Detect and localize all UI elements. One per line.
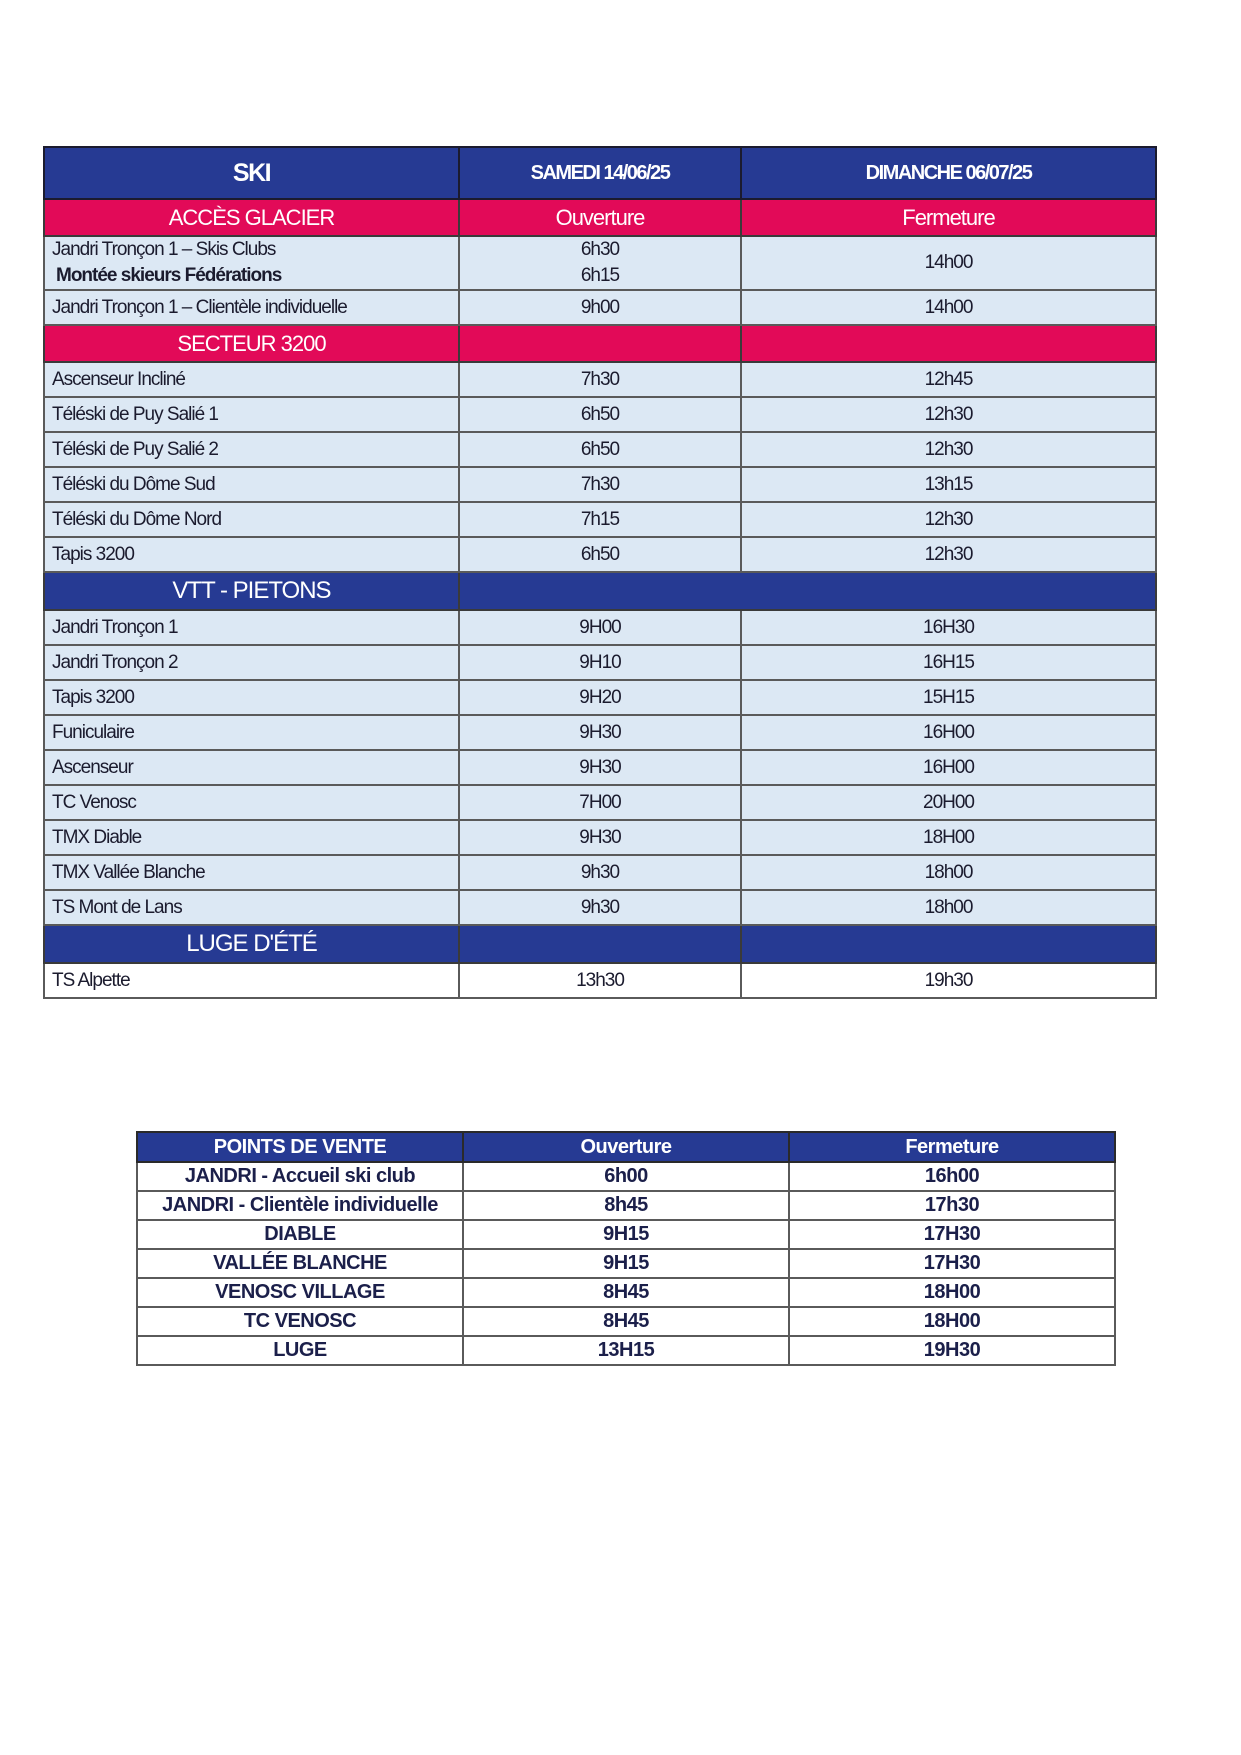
- table-row: [44, 715, 1156, 750]
- day2-heading: DIMANCHE 06/07/25: [741, 147, 1156, 199]
- points-de-vente-table: [136, 1131, 1116, 1366]
- closing-time: 17h30: [789, 1191, 1115, 1220]
- table-row: [137, 1336, 1115, 1365]
- table-row: [44, 750, 1156, 785]
- lift-name: TMX Vallée Blanche: [44, 855, 459, 890]
- table-row: [44, 290, 1156, 325]
- closing-time: 12h30: [741, 432, 1156, 467]
- acces-glacier-heading: ACCÈS GLACIER: [44, 199, 459, 236]
- lift-name: Jandri Tronçon 1 – Clientèle individuelle: [44, 290, 459, 325]
- closing-time: 14h00: [741, 290, 1156, 325]
- table-row: [44, 645, 1156, 680]
- secteur-3200-rows: [44, 362, 1156, 572]
- luge-heading: LUGE D'ÉTÉ: [44, 925, 459, 963]
- table-row: [44, 785, 1156, 820]
- closing-time: 18H00: [789, 1307, 1115, 1336]
- secteur-3200-heading: SECTEUR 3200: [44, 325, 459, 362]
- opening-time: 7H00: [459, 785, 741, 820]
- closing-time: 12h30: [741, 502, 1156, 537]
- lift-name: Ascenseur: [44, 750, 459, 785]
- lift-name: Téléski du Dôme Nord: [44, 502, 459, 537]
- lift-name: Téléski de Puy Salié 2: [44, 432, 459, 467]
- closing-time: 16h00: [789, 1162, 1115, 1191]
- table-row: [44, 855, 1156, 890]
- closing-time: 15H15: [741, 680, 1156, 715]
- lift-name: TS Mont de Lans: [44, 890, 459, 925]
- table-row: [44, 680, 1156, 715]
- lift-name: Jandri Tronçon 1: [44, 610, 459, 645]
- luge-rows: [44, 963, 1156, 998]
- table-row: [44, 467, 1156, 502]
- closing-time: 20H00: [741, 785, 1156, 820]
- closing-time: 16H15: [741, 645, 1156, 680]
- opening-time: 9h30: [459, 890, 741, 925]
- point-de-vente-name: JANDRI - Accueil ski club: [137, 1162, 463, 1191]
- closing-time: 18H00: [789, 1278, 1115, 1307]
- table-row: [44, 537, 1156, 572]
- points-de-vente-heading: POINTS DE VENTE: [137, 1132, 463, 1162]
- table-row: [44, 502, 1156, 537]
- closing-time: 12h30: [741, 397, 1156, 432]
- ouverture-heading: Ouverture: [463, 1132, 789, 1162]
- lift-name: Funiculaire: [44, 715, 459, 750]
- day1-heading: SAMEDI 14/06/25: [459, 147, 741, 199]
- ouverture-heading: Ouverture: [459, 199, 741, 236]
- point-de-vente-name: VENOSC VILLAGE: [137, 1278, 463, 1307]
- opening-time: 13H15: [463, 1336, 789, 1365]
- closing-time: 17H30: [789, 1220, 1115, 1249]
- table-row: [44, 432, 1156, 467]
- fermeture-heading: Fermeture: [789, 1132, 1115, 1162]
- vtt-pietons-heading: VTT - PIETONS: [44, 572, 459, 610]
- table-row: [137, 1191, 1115, 1220]
- point-de-vente-name: VALLÉE BLANCHE: [137, 1249, 463, 1278]
- table-row: [137, 1307, 1115, 1336]
- vtt-pietons-section-row: [44, 572, 1156, 610]
- table-row: [44, 397, 1156, 432]
- vtt-pietons-rows: [44, 610, 1156, 925]
- closing-time: 18H00: [741, 820, 1156, 855]
- opening-time: 6h50: [459, 537, 741, 572]
- table-row: [137, 1278, 1115, 1307]
- opening-time: 9h00: [459, 290, 741, 325]
- lift-subname: Montée skieurs Fédérations: [56, 265, 282, 286]
- secteur-3200-section-row: [44, 325, 1156, 362]
- closing-time: 16H30: [741, 610, 1156, 645]
- opening-time: 13h30: [459, 963, 741, 998]
- opening-time: 6h50: [459, 397, 741, 432]
- opening-time: 6h00: [463, 1162, 789, 1191]
- closing-time: 18h00: [741, 855, 1156, 890]
- closing-time: 16H00: [741, 715, 1156, 750]
- table-row: [44, 820, 1156, 855]
- fermeture-heading: Fermeture: [741, 199, 1156, 236]
- opening-time: 9H30: [459, 715, 741, 750]
- point-de-vente-name: DIABLE: [137, 1220, 463, 1249]
- acces-glacier-section-row: [44, 199, 1156, 236]
- table-row: [44, 610, 1156, 645]
- opening-time: 9H15: [463, 1220, 789, 1249]
- lift-name: Téléski de Puy Salié 1: [44, 397, 459, 432]
- closing-time: 19H30: [789, 1336, 1115, 1365]
- opening-time: 9H30: [459, 750, 741, 785]
- opening-time: 8h45: [463, 1191, 789, 1220]
- opening-time: 6h30 6h15: [459, 236, 741, 290]
- closing-time: 17H30: [789, 1249, 1115, 1278]
- table-row: [44, 963, 1156, 998]
- opening-time: 9H20: [459, 680, 741, 715]
- opening-time: 7h30: [459, 467, 741, 502]
- point-de-vente-name: LUGE: [137, 1336, 463, 1365]
- table-row: [44, 890, 1156, 925]
- opening-time: 9H10: [459, 645, 741, 680]
- lift-schedule-table: [43, 146, 1157, 999]
- opening-time: 7h15: [459, 502, 741, 537]
- closing-time: 12h45: [741, 362, 1156, 397]
- lift-name: TMX Diable: [44, 820, 459, 855]
- points-de-vente-rows: [137, 1162, 1115, 1365]
- closing-time: 12h30: [741, 537, 1156, 572]
- point-de-vente-name: TC VENOSC: [137, 1307, 463, 1336]
- ski-heading: SKI: [44, 147, 459, 199]
- lift-name: Tapis 3200: [44, 680, 459, 715]
- opening-time: 8H45: [463, 1307, 789, 1336]
- opening-time: 7h30: [459, 362, 741, 397]
- lift-name: Jandri Tronçon 1 – Skis Clubs Montée skieurs Fédérations: [44, 236, 459, 290]
- lift-name: TS Alpette: [44, 963, 459, 998]
- closing-time: 18h00: [741, 890, 1156, 925]
- opening-time: 9H30: [459, 820, 741, 855]
- lift-name: Tapis 3200: [44, 537, 459, 572]
- lift-name: Ascenseur Incliné: [44, 362, 459, 397]
- opening-time: 9h30: [459, 855, 741, 890]
- table-row: [44, 362, 1156, 397]
- opening-time: 9H00: [459, 610, 741, 645]
- lift-name: Jandri Tronçon 2: [44, 645, 459, 680]
- opening-time: 9H15: [463, 1249, 789, 1278]
- table-row: [137, 1249, 1115, 1278]
- opening-time: 8H45: [463, 1278, 789, 1307]
- points-de-vente-header-row: [137, 1132, 1115, 1162]
- table-row: [137, 1162, 1115, 1191]
- point-de-vente-name: JANDRI - Clientèle individuelle: [137, 1191, 463, 1220]
- table-row: [137, 1220, 1115, 1249]
- closing-time: 13h15: [741, 467, 1156, 502]
- closing-time: 19h30: [741, 963, 1156, 998]
- table-row: [44, 236, 1156, 290]
- opening-time: 6h50: [459, 432, 741, 467]
- lift-name: TC Venosc: [44, 785, 459, 820]
- luge-section-row: [44, 925, 1156, 963]
- lift-name: Téléski du Dôme Sud: [44, 467, 459, 502]
- closing-time: 14h00: [741, 236, 1156, 290]
- closing-time: 16H00: [741, 750, 1156, 785]
- schedule-header-row: [44, 147, 1156, 199]
